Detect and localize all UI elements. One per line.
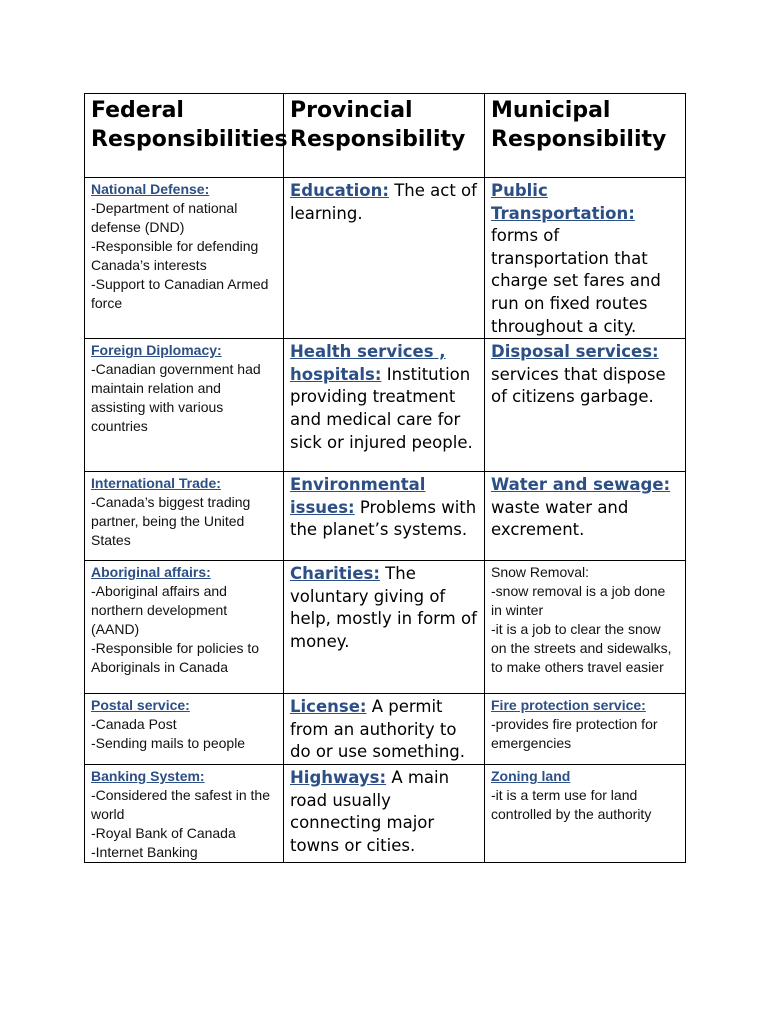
- cell-line: -Support to Canadian Armed force: [91, 276, 269, 311]
- table-cell-federal: [85, 764, 284, 862]
- cell-line: -Royal Bank of Canada: [91, 824, 236, 841]
- cell-title: Fire protection service:: [491, 697, 646, 714]
- cell-text: services that dispose of citizens garbage.: [491, 364, 666, 407]
- cell-title: License:: [290, 697, 367, 717]
- cell-line: -Responsible for defending Canada’s interests: [91, 238, 259, 273]
- table-cell-federal: [85, 694, 284, 765]
- table-cell-municipal: [485, 339, 686, 472]
- cell-line: -it is a term use for land controlled by the authority: [491, 786, 652, 822]
- table-cell-provincial: [284, 694, 485, 765]
- table-cell-provincial: [284, 472, 485, 561]
- cell-text: waste water and excrement.: [491, 497, 629, 540]
- cell-line: -provides fire protection for emergencies: [491, 716, 658, 752]
- cell-title: Public Transportation:: [491, 181, 635, 223]
- cell-line: -it is a job to clear the snow on the streets and sidewalks, to make others travel easier: [491, 621, 672, 676]
- cell-title: Water and sewage:: [491, 475, 671, 495]
- cell-title: Aboriginal affairs:: [91, 564, 211, 581]
- cell-title: Health services , hospitals:: [290, 342, 446, 384]
- cell-line: -snow removal is a job done in winter: [491, 583, 666, 619]
- table-cell-federal: [85, 472, 284, 561]
- cell-text: Problems with the planet’s systems.: [290, 497, 477, 540]
- cell-title: Education:: [290, 181, 389, 200]
- cell-line: -Canadian government had maintain relation and assisting with various countries: [91, 361, 261, 435]
- table-cell-municipal: [485, 764, 686, 862]
- header-federal: Federal Responsibilities: [85, 94, 284, 178]
- cell-line: -Responsible for policies to Aboriginals in Canada: [91, 640, 260, 676]
- table-cell-federal: [85, 178, 284, 339]
- cell-title: Highways:: [290, 767, 387, 787]
- cell-line: -Canada’s biggest trading partner, being the United States: [91, 494, 251, 549]
- table-cell-provincial: [284, 178, 485, 339]
- table-row: [85, 472, 686, 561]
- header-municipal: Municipal Responsibility: [485, 94, 686, 178]
- cell-line: -Internet Banking: [91, 843, 198, 860]
- cell-title: National Defense:: [91, 181, 210, 197]
- table-cell-provincial: [284, 339, 485, 472]
- table-cell-federal: [85, 561, 284, 694]
- cell-title: Snow Removal:: [491, 564, 590, 581]
- cell-title: Charities:: [290, 564, 380, 584]
- cell-text: The act of learning.: [290, 181, 477, 223]
- cell-text: A main road usually connecting major towns or cities.: [290, 767, 450, 855]
- cell-text: forms of transportation that charge set fares and run on fixed routes throughout a city.: [491, 226, 661, 336]
- table-cell-municipal: [485, 178, 686, 339]
- header-row: [85, 94, 686, 178]
- cell-title: Environmental issues:: [290, 475, 426, 517]
- cell-title: Foreign Diplomacy:: [91, 342, 222, 359]
- cell-text: A permit from an authority to do or use something.: [290, 697, 465, 762]
- cell-title: International Trade:: [91, 475, 221, 492]
- table-row: [85, 694, 686, 765]
- table-cell-municipal: [485, 472, 686, 561]
- table-row: [85, 764, 686, 862]
- cell-title: Banking System:: [91, 767, 205, 784]
- cell-line: -Canada Post: [91, 716, 177, 733]
- cell-text: Institution providing treatment and medical care for sick or injured people.: [290, 364, 473, 452]
- table-cell-provincial: [284, 561, 485, 694]
- cell-title: Zoning land: [491, 767, 571, 784]
- table-row: [85, 339, 686, 472]
- cell-line: -Considered the safest in the world: [91, 786, 270, 822]
- table-cell-federal: [85, 339, 284, 472]
- table-cell-municipal: [485, 561, 686, 694]
- table-row: [85, 561, 686, 694]
- cell-title: Disposal services:: [491, 342, 659, 362]
- header-provincial: Provincial Responsibility: [284, 94, 485, 178]
- table-cell-municipal: [485, 694, 686, 765]
- responsibilities-table: [84, 93, 686, 863]
- cell-line: -Department of national defense (DND): [91, 200, 238, 235]
- cell-line: -Aboriginal affairs and northern development (AAND): [91, 583, 228, 638]
- cell-line: -Sending mails to people: [91, 735, 246, 752]
- table-row: [85, 178, 686, 339]
- table-cell-provincial: [284, 764, 485, 862]
- cell-title: Postal service:: [91, 697, 190, 714]
- cell-text: The voluntary giving of help, mostly in form of money.: [290, 564, 477, 651]
